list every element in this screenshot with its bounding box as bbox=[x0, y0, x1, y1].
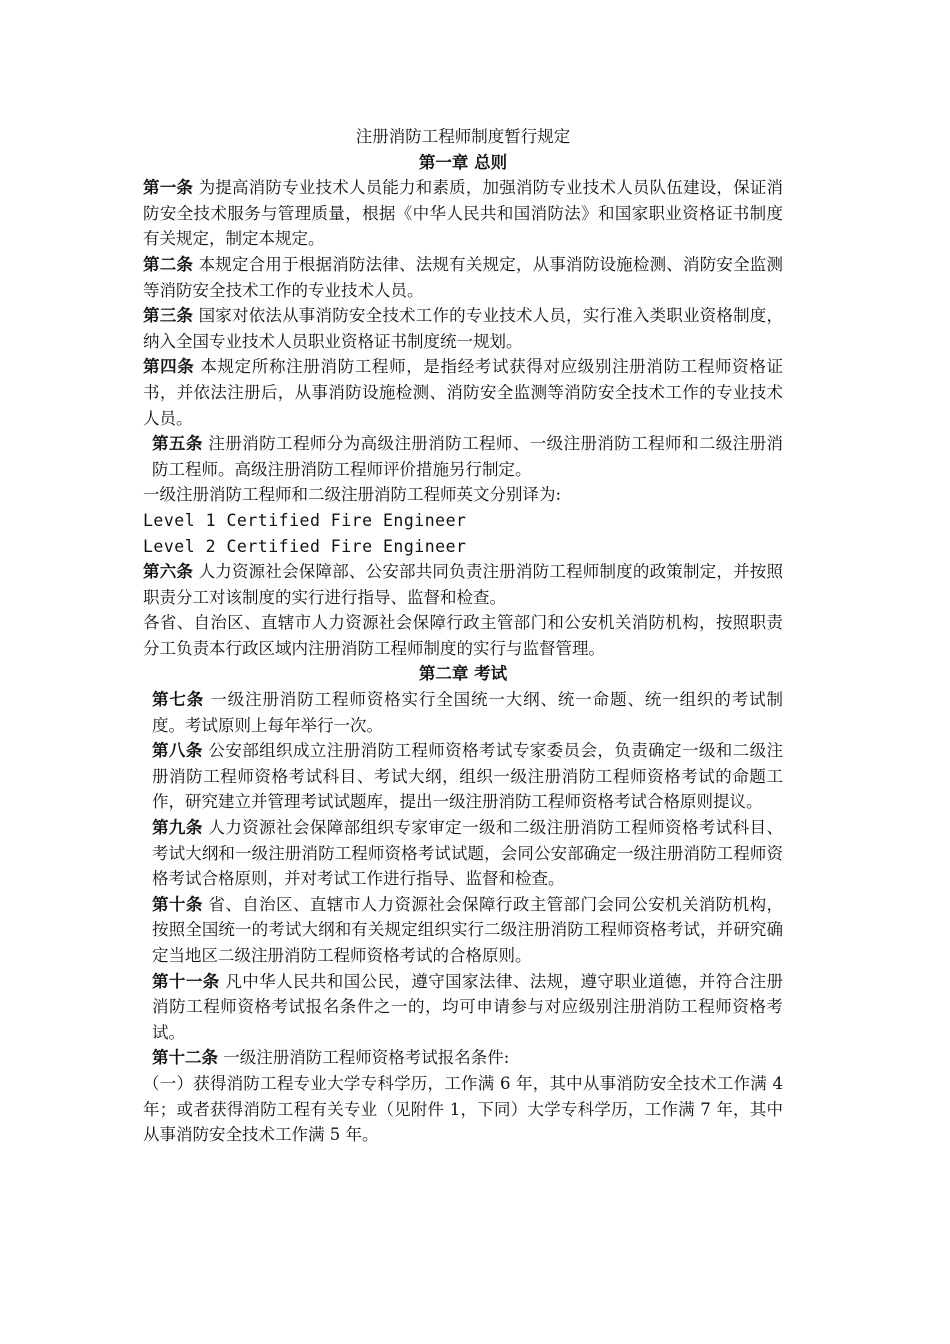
article-10 bbox=[143, 892, 783, 969]
article-11 bbox=[143, 969, 783, 1046]
article-text: 注册消防工程师分为高级注册消防工程师、一级注册消防工程师和二级注册消防工程师。高级注册消防工程师评价措施另行制定。 bbox=[152, 434, 784, 479]
article-5 bbox=[143, 431, 783, 482]
article-text: 为提高消防专业技术人员能力和素质，加强消防专业技术人员队伍建设，保证消防安全技术服务与管理质量，根据《中华人民共和国消防法》和国家职业资格证书制度有关规定，制定本规定。 bbox=[143, 178, 784, 249]
article-text: 凡中华人民共和国公民，遵守国家法律、法规，遵守职业道德，并符合注册消防工程师资格考试报名条件之一的，均可申请参与对应级别注册消防工程师资格考试。 bbox=[152, 971, 784, 1042]
article-number: 第九条 bbox=[152, 818, 203, 838]
article-7 bbox=[143, 687, 783, 738]
article-number: 第五条 bbox=[152, 434, 203, 454]
article-number: 第十二条 bbox=[152, 1048, 218, 1068]
article-4 bbox=[143, 354, 783, 431]
article-text: 本规定所称注册消防工程师，是指经考试获得对应级别注册消防工程师资格证书，并依法注册后，从事消防设施检测、消防安全监测等消防安全技术工作的专业技术人员。 bbox=[143, 357, 783, 428]
article-2 bbox=[143, 252, 783, 303]
article-8 bbox=[143, 738, 783, 815]
article-3 bbox=[143, 303, 783, 354]
article-number: 第七条 bbox=[152, 690, 205, 710]
english-level-1: Level 1 Certified Fire Engineer bbox=[143, 510, 467, 530]
article-number: 第三条 bbox=[143, 306, 194, 326]
chapter-heading-2: 第二章 考试 bbox=[418, 664, 508, 684]
document-title: 注册消防工程师制度暂行规定 bbox=[355, 127, 571, 146]
english-level-2: Level 2 Certified Fire Engineer bbox=[143, 536, 467, 556]
document-page bbox=[143, 124, 783, 1148]
chapter-heading-1: 第一章 总则 bbox=[418, 152, 508, 172]
article-text: 省、自治区、直辖市人力资源社会保障行政主管部门会同公安机关消防机构，按照全国统一的考试大纲和有关规定组织实行二级注册消防工程师资格考试，并研究确定当地区二级注册消防工程师资格考试的合格原则。 bbox=[152, 894, 784, 965]
article-number: 第十条 bbox=[152, 894, 203, 914]
english-intro: 一级注册消防工程师和二级注册消防工程师英文分别译为: bbox=[143, 485, 562, 505]
article-1 bbox=[143, 175, 783, 252]
article-9 bbox=[143, 815, 783, 892]
article-text: 公安部组织成立注册消防工程师资格考试专家委员会，负责确定一级和二级注册消防工程师资格考试科目、考试大纲，组织一级注册消防工程师资格考试的命题工作，研究建立并管理考试试题库，提出一级注册消防工程师资格考试合格原则提议。 bbox=[152, 741, 784, 812]
article-text: 一级注册消防工程师资格考试报名条件: bbox=[218, 1048, 510, 1068]
article-text: 人力资源社会保障部、公安部共同负责注册消防工程师制度的政策制定，并按照职责分工对该制度的实行进行指导、监督和检查。 bbox=[143, 562, 784, 607]
article-text: 一级注册消防工程师资格实行全国统一大纲、统一命题、统一组织的考试制度。考试原则上每年举行一次。 bbox=[152, 690, 784, 735]
article-text: 人力资源社会保障部组织专家审定一级和二级注册消防工程师资格考试科目、考试大纲和一级注册消防工程师资格考试试题，会同公安部确定一级注册消防工程师资格考试合格原则，并对考试工作进行指导、监督和检查。 bbox=[152, 818, 784, 889]
article-6 bbox=[143, 559, 783, 610]
article-number: 第十一条 bbox=[152, 971, 220, 991]
article-number: 第一条 bbox=[143, 178, 194, 198]
article-number: 第八条 bbox=[152, 741, 203, 761]
article-6-paragraph-2: 各省、自治区、直辖市人力资源社会保障行政主管部门和公安机关消防机构，按照职责分工负责本行政区域内注册消防工程师制度的实行与监督管理。 bbox=[143, 613, 783, 658]
article-text: 本规定合用于根据消防法律、法规有关规定，从事消防设施检测、消防安全监测等消防安全技术工作的专业技术人员。 bbox=[143, 254, 784, 300]
article-number: 第六条 bbox=[143, 562, 194, 582]
article-12 bbox=[143, 1045, 783, 1071]
article-text: 国家对依法从事消防安全技术工作的专业技术人员，实行准入类职业资格制度，纳入全国专业技术人员职业资格证书制度统一规划。 bbox=[143, 306, 784, 351]
article-number: 第四条 bbox=[143, 357, 195, 377]
condition-1: （一）获得消防工程专业大学专科学历，工作满 6 年，其中从事消防安全技术工作满 4 年；或者获得消防工程有关专业（见附件 1，下同）大学专科学历，工作满 7 年，其中从事消防安全技术工作满 5 年。 bbox=[143, 1073, 783, 1145]
article-number: 第二条 bbox=[143, 254, 194, 274]
